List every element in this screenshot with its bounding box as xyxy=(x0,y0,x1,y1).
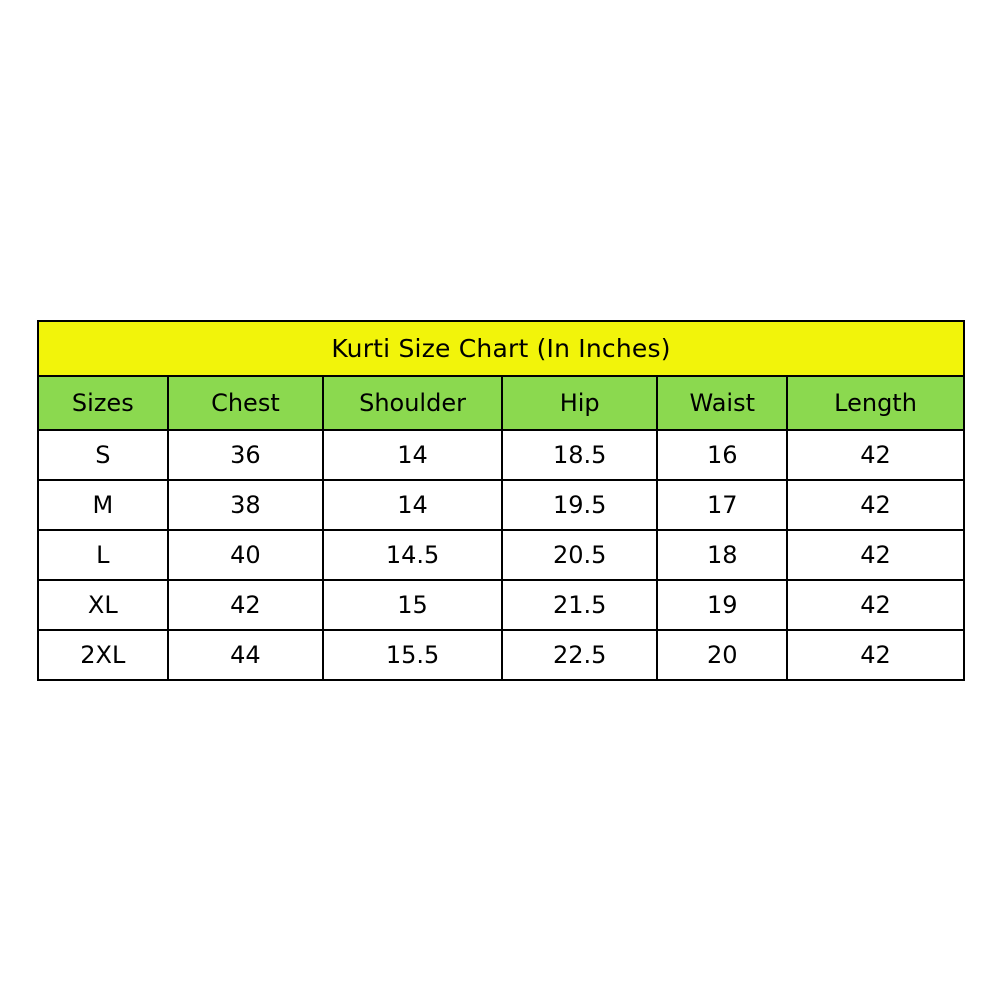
cell-length: 42 xyxy=(787,580,964,630)
table-row xyxy=(38,530,964,580)
cell-chest: 40 xyxy=(168,530,324,580)
cell-hip: 18.5 xyxy=(502,430,658,480)
table-row xyxy=(38,580,964,630)
cell-length: 42 xyxy=(787,430,964,480)
cell-chest: 44 xyxy=(168,630,324,680)
cell-length: 42 xyxy=(787,630,964,680)
column-header-hip: Hip xyxy=(502,376,658,430)
cell-hip: 21.5 xyxy=(502,580,658,630)
column-header-sizes: Sizes xyxy=(38,376,168,430)
table-row xyxy=(38,430,964,480)
cell-waist: 16 xyxy=(657,430,787,480)
cell-size: XL xyxy=(38,580,168,630)
column-header-waist: Waist xyxy=(657,376,787,430)
cell-chest: 38 xyxy=(168,480,324,530)
cell-length: 42 xyxy=(787,480,964,530)
cell-size: L xyxy=(38,530,168,580)
table-row xyxy=(38,630,964,680)
cell-hip: 19.5 xyxy=(502,480,658,530)
cell-shoulder: 14 xyxy=(323,480,502,530)
cell-hip: 20.5 xyxy=(502,530,658,580)
cell-chest: 36 xyxy=(168,430,324,480)
cell-size: S xyxy=(38,430,168,480)
cell-length: 42 xyxy=(787,530,964,580)
chart-title: Kurti Size Chart (In Inches) xyxy=(38,321,964,376)
cell-chest: 42 xyxy=(168,580,324,630)
table-header-row xyxy=(38,376,964,430)
cell-shoulder: 15.5 xyxy=(323,630,502,680)
cell-waist: 20 xyxy=(657,630,787,680)
column-header-chest: Chest xyxy=(168,376,324,430)
cell-waist: 17 xyxy=(657,480,787,530)
cell-size: M xyxy=(38,480,168,530)
cell-shoulder: 14.5 xyxy=(323,530,502,580)
cell-waist: 18 xyxy=(657,530,787,580)
cell-size: 2XL xyxy=(38,630,168,680)
table-row xyxy=(38,480,964,530)
kurti-size-chart-table xyxy=(37,320,965,681)
cell-waist: 19 xyxy=(657,580,787,630)
column-header-shoulder: Shoulder xyxy=(323,376,502,430)
cell-shoulder: 15 xyxy=(323,580,502,630)
cell-hip: 22.5 xyxy=(502,630,658,680)
size-chart-container xyxy=(37,320,965,681)
table-title-row xyxy=(38,321,964,376)
column-header-length: Length xyxy=(787,376,964,430)
cell-shoulder: 14 xyxy=(323,430,502,480)
